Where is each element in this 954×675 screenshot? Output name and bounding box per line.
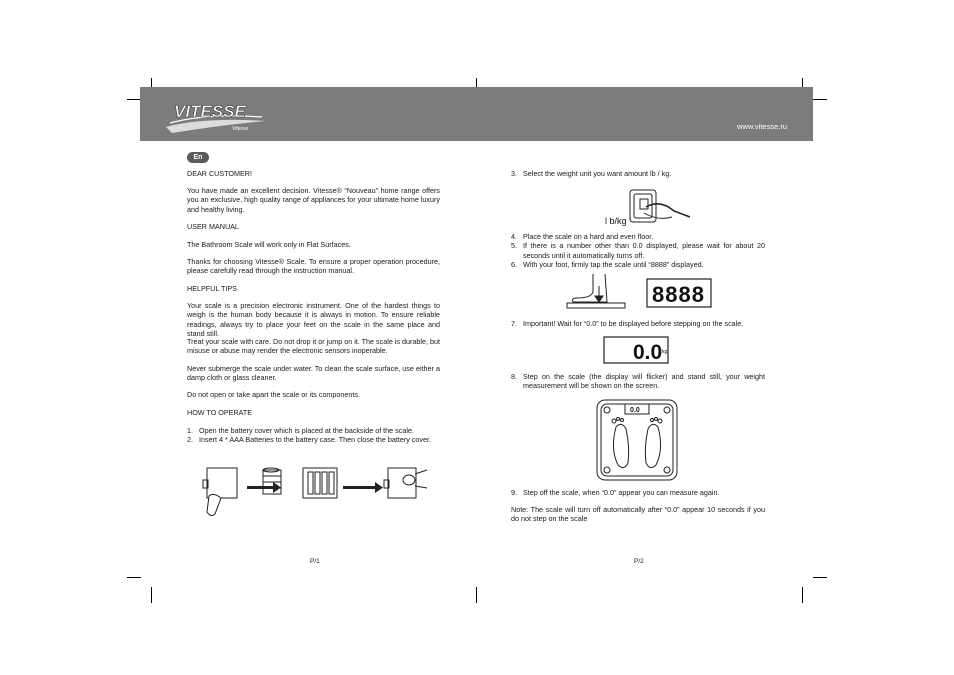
website-url: www.vitesse.ru bbox=[736, 122, 787, 131]
list-item: 4. Place the scale on a hard and even floor. bbox=[511, 232, 654, 241]
intro-paragraph: You have made an excellent decision. Vitesse® “Nouveau” home range offers you an exclusive, high quality range of appliances for your ultimate home luxury and healthy living. bbox=[187, 186, 440, 214]
list-item: 9. Step off the scale, when “0.0” appear you can measure again. bbox=[511, 488, 720, 497]
list-item: 2. Insert 4 * AAA Batteries to the battery case. Then close the battery cover. bbox=[187, 435, 431, 445]
crop-mark bbox=[476, 587, 477, 603]
auto-off-note: Note: The scale will turn off automatically after “0.0” appear 10 seconds if you do not step on the scale bbox=[511, 505, 765, 524]
tip-paragraph: Treat your scale with care. Do not drop it or jump on it. The scale is durable, but misuse or abuse may render the electronic sensors inoperable. bbox=[187, 337, 440, 356]
list-item: 8. Step on the scale (the display will flicker) and stand still, your weight measurement will be shown on the screen. bbox=[511, 372, 765, 391]
greeting: DEAR CUSTOMER! bbox=[187, 169, 252, 178]
zero-display bbox=[603, 336, 673, 366]
vitesse-logo bbox=[162, 97, 272, 135]
helpful-tips-title: HELPFUL TIPS bbox=[187, 284, 237, 293]
display-8888: 8888 bbox=[652, 282, 705, 307]
page-number: P/1 bbox=[310, 558, 320, 565]
list-item: 6. With your foot, firmly tap the scale until “8888” displayed. bbox=[511, 260, 704, 270]
language-badge: En bbox=[187, 152, 209, 163]
page-number: P/2 bbox=[634, 558, 644, 565]
crop-mark bbox=[813, 99, 827, 100]
list-item: 1. Open the battery cover which is placed at the backside of the scale. bbox=[187, 426, 414, 435]
flat-surface-note: The Bathroom Scale will work only in Flat Surfaces. bbox=[187, 240, 351, 249]
crop-mark bbox=[151, 587, 152, 603]
tip-paragraph: Never submerge the scale under water. To clean the scale surface, use either a damp cloth or glass cleaner. bbox=[187, 364, 440, 383]
crop-mark bbox=[813, 577, 827, 578]
thanks-paragraph: Thanks for choosing Vitesse® Scale. To ensure a proper operation procedure, please carefully read through the instruction manual. bbox=[187, 257, 440, 276]
scale-display: 0.0 bbox=[630, 407, 640, 414]
list-item: 7. Important! Wait for “0.0” to be displayed before stepping on the scale. bbox=[511, 319, 744, 328]
manual-title: USER MANUAL bbox=[187, 222, 239, 231]
scale-with-feet-illustration bbox=[596, 399, 680, 481]
crop-mark bbox=[127, 99, 141, 100]
operate-steps-list bbox=[187, 426, 440, 445]
list-item: 3. Select the weight unit you want amount lb / kg. bbox=[511, 169, 672, 178]
battery-install-illustration bbox=[195, 462, 435, 520]
logo-brand: VITESSE bbox=[174, 102, 246, 121]
crop-mark bbox=[802, 587, 803, 603]
list-item: 5. If there is a number other than 0.0 displayed, please wait for about 20 seconds until it automatically turns off. bbox=[511, 241, 765, 260]
tip-paragraph: Your scale is a precision electronic instrument. One of the hardest things to weigh is the human body because it is always in motion. To ensure reliable readings, always try to place your feet on the scale in the same place and stand still. bbox=[187, 301, 440, 339]
unit-switch-illustration bbox=[600, 187, 692, 229]
display-zero-unit: kg bbox=[662, 349, 668, 355]
how-to-operate-title: HOW TO OPERATE bbox=[187, 408, 253, 417]
display-zero-value: 0.0 bbox=[633, 341, 663, 364]
steps-4-6 bbox=[511, 232, 765, 270]
crop-mark bbox=[127, 577, 141, 578]
header-band bbox=[140, 87, 813, 141]
tip-paragraph: Do not open or take apart the scale or its components. bbox=[187, 390, 360, 399]
unit-label: l b/kg bbox=[605, 216, 627, 226]
logo-sub: Vitesse bbox=[232, 126, 249, 132]
foot-tap-illustration bbox=[565, 272, 715, 316]
